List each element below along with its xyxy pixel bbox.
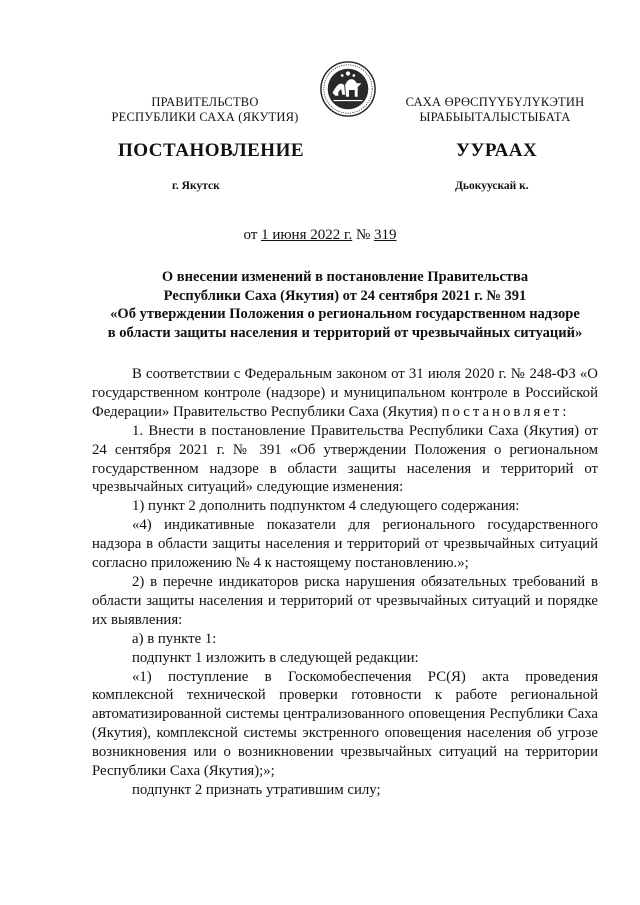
document-heading — [92, 268, 598, 342]
document-body — [92, 365, 598, 800]
city-sakha: Дьокуускай к. — [455, 180, 529, 192]
paragraph-quote-1: «1) поступление в Госкомобеспечения РС(Я) акта проведения комплексной технической проверки готовности к работе региональной автоматизированной системы централизованного оповещения Республики Саха (Якутия), комплексной системы экстренного оповещения населения об угрозе возникновения или о возникновении чрезвычайных ситуаций на территории Республики Саха (Якутия);»; — [92, 668, 598, 780]
header-left-line2: РЕСПУБЛИКИ САХА (ЯКУТИЯ) — [111, 110, 299, 124]
document-date-number — [0, 227, 640, 244]
government-header-ru — [100, 95, 310, 125]
paragraph-subpoint-1: подпункт 1 изложить в следующей редакции: — [132, 649, 419, 666]
paragraph-preamble — [92, 365, 598, 422]
republic-emblem-icon — [319, 60, 377, 118]
document-date: 1 июня 2022 г. — [261, 227, 353, 243]
heading-line2: Республики Саха (Якутия) от 24 сентября 2021 г. № 391 — [163, 287, 527, 304]
header-left-line1: ПРАВИТЕЛЬСТВО — [151, 95, 259, 109]
government-header-sakha — [390, 95, 600, 125]
date-prefix: от — [243, 227, 262, 243]
paragraph-subpoint-2: подпункт 2 признать утратившим силу; — [132, 781, 381, 798]
heading-line1: О внесении изменений в постановление Правительства — [161, 269, 529, 285]
city-ru: г. Якутск — [172, 180, 220, 192]
heading-line3: «Об утверждении Положения о региональном государственном надзоре — [110, 306, 580, 322]
paragraph-1-1: 1) пункт 2 дополнить подпунктом 4 следующего содержания: — [132, 498, 520, 515]
preamble-text: В соответствии с Федеральным законом от 31 июля 2020 г. № 248-ФЗ «О государственном контроле (надзоре) и муниципальном контроле в Российской Федерации» Правительство Республики Саха (Якутия) — [92, 366, 598, 420]
paragraph-1-2: 2) в перечне индикаторов риска нарушения обязательных требований в области защиты населения и территорий от чрезвычайных ситуаций и порядке их выявления: — [92, 573, 598, 628]
header-right-line1: САХА ӨРӨСПҮҮБҮЛҮКЭТИН — [405, 95, 585, 109]
paragraph-a: а) в пункте 1: — [132, 630, 217, 647]
document-type-ru: ПОСТАНОВЛЕНИЕ — [118, 140, 305, 161]
paragraph-1: 1. Внести в постановление Правительства Республики Саха (Якутия) от 24 сентября 2021 г. № 391 «Об утверждении Положения о региональном государственном надзоре в области защиты населения и территорий от чрезвычайных ситуаций» следующие изменения: — [92, 422, 598, 496]
paragraph-quote-4: «4) индикативные показатели для регионального государственного надзора в области защиты населения и территорий от чрезвычайных ситуаций согласно приложению № 4 к настоящему постановлению.»; — [92, 517, 598, 572]
heading-line4: в области защиты населения и территорий от чрезвычайных ситуаций» — [107, 324, 583, 341]
header-right-line2: ЫРАБЫЫТАЛЫСТЫБАТА — [419, 110, 571, 124]
resolves-word: постановляет: — [441, 403, 570, 420]
number-label: № — [352, 227, 375, 243]
document-type-sakha: УУРААХ — [456, 140, 538, 161]
document-number: 319 — [374, 227, 397, 243]
